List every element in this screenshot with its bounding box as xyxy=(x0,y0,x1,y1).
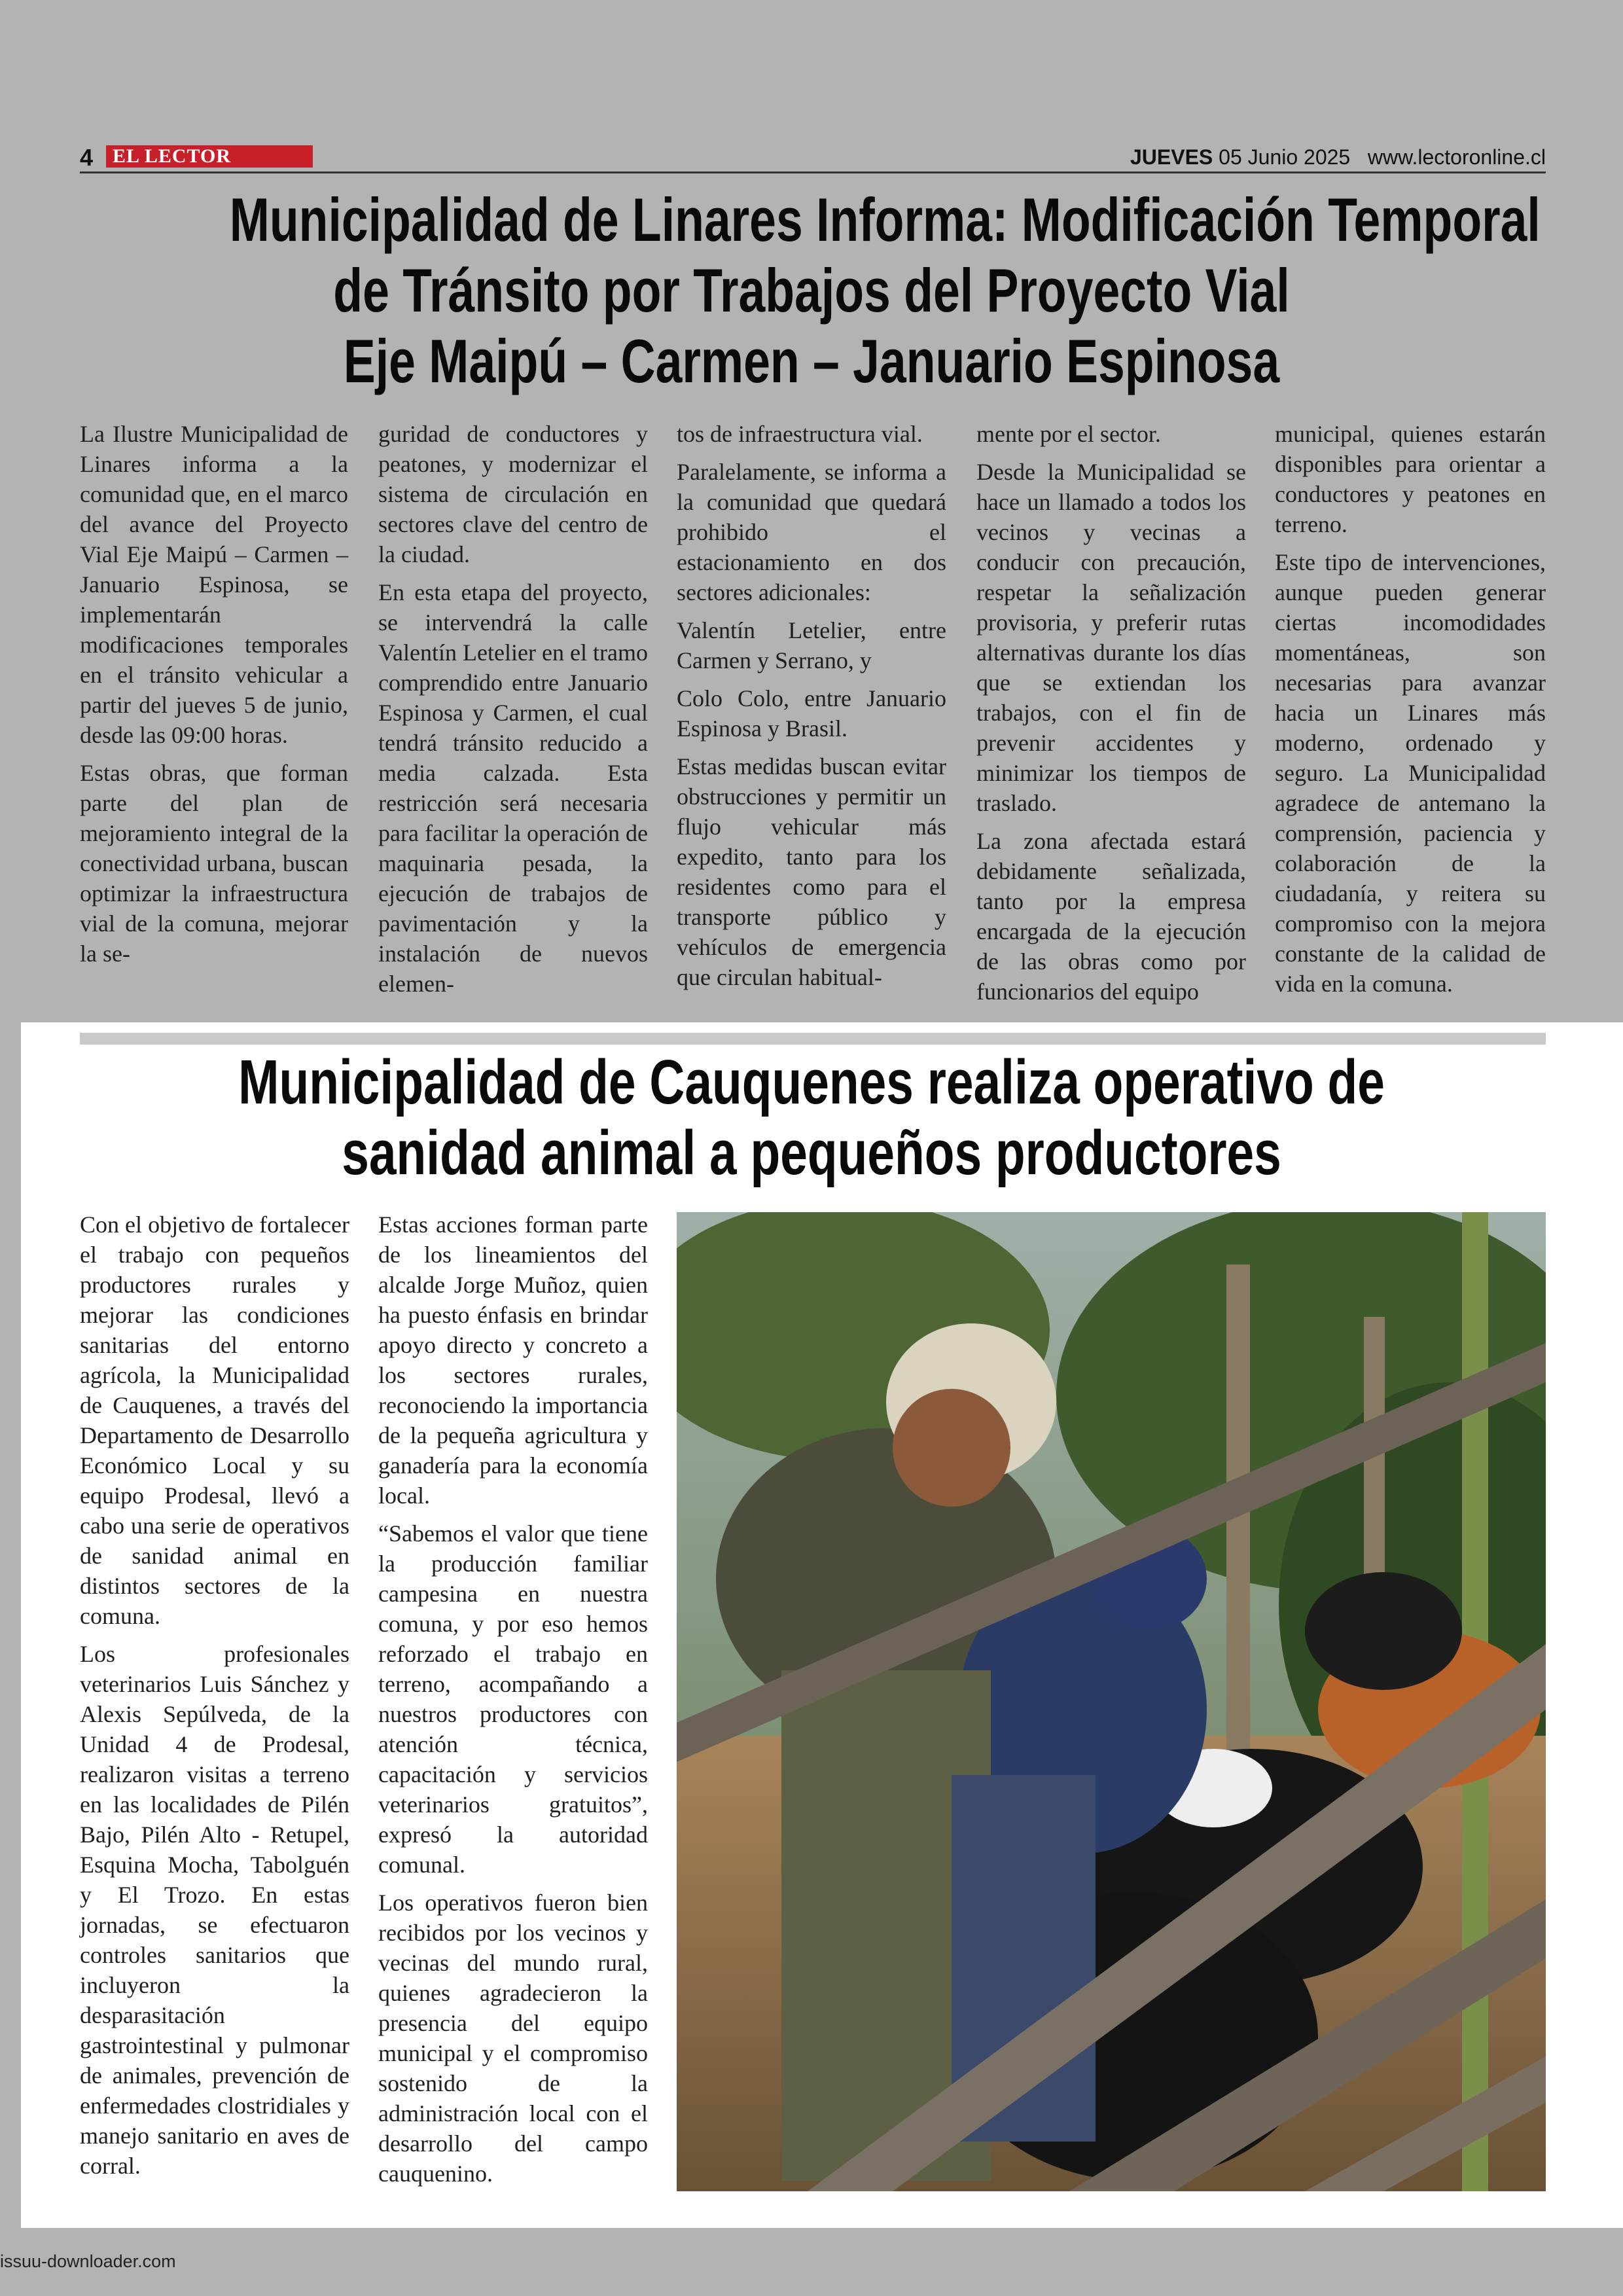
article2-photo xyxy=(677,1212,1546,2191)
dateline xyxy=(1130,145,1546,170)
paragraph: Colo Colo, entre Januario Espinosa y Brasil. xyxy=(677,685,946,742)
headline-line: de Tránsito por Trabajos del Proyecto Vial xyxy=(333,256,1290,325)
website-link[interactable]: www.lectoronline.cl xyxy=(1367,145,1546,169)
header-rule xyxy=(80,171,1546,173)
paragraph: La Ilustre Municipalidad de Linares informa a la comunidad que, en el marco del avance del Proyecto Vial Eje Maipú – Carmen – Januario Espinosa, se implementarán modificaciones temporales en el tránsito vehicular a partir del jueves 5 de junio, desde las 09:00 horas. xyxy=(80,421,348,748)
page-number: 4 xyxy=(80,144,94,171)
paragraph: En esta etapa del proyecto, se intervendrá la calle Valentín Letelier en el tramo comprendido entre Januario Espinosa y Carmen, el cual tendrá tránsito reducido a media calzada. Esta restricción será necesaria para facilitar la operación de maquinaria pesada, la ejecución de trabajos de pavimentación y la instalación de nuevos elemen- xyxy=(378,579,648,997)
paragraph: tos de infraestructura vial. xyxy=(677,421,923,447)
footer-source: issuu-downloader.com xyxy=(0,2251,176,2271)
paragraph: Los operativos fueron bien recibidos por los vecinos y vecinas del mundo rural, quienes agradecieron la presencia del equipo municipal y el compromiso sostenido de la administración local con el desarrollo del campo cauquenino. xyxy=(378,1890,648,2187)
section-divider xyxy=(80,1033,1546,1045)
article2-headline xyxy=(230,1047,1393,1189)
paragraph: Con el objetivo de fortalecer el trabajo con pequeños productores rurales y mejorar las condiciones sanitarias del entorno agrícola, la Municipalidad de Cauquenes, a través del Departamento de Desarrollo Económico Local y su equipo Prodesal, llevó a cabo una serie de operativos de sanidad animal en distintos sectores de la comuna. xyxy=(80,1211,349,1629)
article1-column-4 xyxy=(976,419,1246,1014)
article2-column-2 xyxy=(378,1210,648,2197)
article1-headline xyxy=(229,185,1541,397)
paragraph: Desde la Municipalidad se hace un llamado a todos los vecinos y vecinas a conducir con precaución, respetar la señalización provisoria, y preferir rutas alternativas durante los días que se extiendan los trabajos, con el fin de prevenir accidentes y minimizar los tiempos de traslado. xyxy=(976,459,1246,816)
dateline-date: 05 Junio 2025 xyxy=(1219,145,1351,169)
headline-line: Eje Maipú – Carmen – Januario Espinosa xyxy=(343,327,1280,395)
paragraph: La zona afectada estará debidamente señalizada, tanto por la empresa encargada de la ejecución de las obras como por funcionarios del equipo xyxy=(976,828,1246,1005)
paragraph: guridad de conductores y peatones, y modernizar el sistema de circulación en sectores clave del centro de la ciudad. xyxy=(378,421,648,567)
headline-line: Municipalidad de Linares Informa: Modificación Temporal xyxy=(229,185,1541,254)
article2-column-1 xyxy=(80,1210,349,2189)
paragraph: Estas obras, que forman parte del plan de mejoramiento integral de la conectividad urbana, buscan optimizar la infraestructura vial de la comuna, mejorar la se- xyxy=(80,760,348,967)
paragraph: mente por el sector. xyxy=(976,421,1161,447)
paragraph: municipal, quienes estarán disponibles para orientar a conductores y peatones en terreno. xyxy=(1275,421,1546,537)
article1-column-3 xyxy=(677,419,946,1000)
paragraph: Este tipo de intervenciones, aunque pueden generar ciertas incomodidades momentáneas, son necesarias para avanzar hacia un Linares más moderno, ordenado y seguro. La Municipalidad agradece de antemano la comprensión, paciencia y colaboración de la ciudadanía, y reitera su compromiso con la mejora constante de la calidad de vida en la comuna. xyxy=(1275,549,1546,997)
article1-column-5 xyxy=(1275,419,1546,1007)
masthead-logo: EL LECTOR xyxy=(106,145,313,168)
article1-column-1 xyxy=(80,419,348,977)
page-header xyxy=(80,143,1546,170)
paragraph: Estas acciones forman parte de los lineamientos del alcalde Jorge Muñoz, quien ha puesto énfasis en brindar apoyo directo y concreto a los sectores rurales, reconociendo la importancia de la pequeña agricultura y ganadería para la economía local. xyxy=(378,1211,648,1509)
dateline-day: JUEVES xyxy=(1130,145,1213,169)
article1-column-2 xyxy=(378,419,648,1007)
paragraph: Los profesionales veterinarios Luis Sánchez y Alexis Sepúlveda, de la Unidad 4 de Prodesal, realizaron visitas a terreno en las localidades de Pilén Bajo, Pilén Alto - Retupel, Esquina Mocha, Tabolguén y El Trozo. En estas jornadas, se efectuaron controles sanitarios que incluyeron la desparasitación gastrointestinal y pulmonar de animales, prevención de enfermedades clostridiales y manejo sanitario en aves de corral. xyxy=(80,1641,349,2179)
photo-illustration xyxy=(677,1212,1546,2191)
paragraph: Valentín Letelier, entre Carmen y Serrano, y xyxy=(677,617,946,673)
paragraph: Estas medidas buscan evitar obstrucciones y permitir un flujo vehicular más expedito, tanto para los residentes como para el transporte público y vehículos de emergencia que circulan habitual- xyxy=(677,753,946,990)
paragraph: “Sabemos el valor que tiene la producción familiar campesina en nuestra comuna, y por eso hemos reforzado el trabajo en terreno, acompañando a nuestros productores con atención técnica, capacitación y servicios veterinarios gratuitos”, expresó la autoridad comunal. xyxy=(378,1520,648,1878)
headline-line: sanidad animal a pequeños productores xyxy=(342,1118,1281,1188)
paragraph: Paralelamente, se informa a la comunidad que quedará prohibido el estacionamiento en dos sectores adicionales: xyxy=(677,459,946,605)
headline-line: Municipalidad de Cauquenes realiza operativo de xyxy=(238,1047,1385,1117)
